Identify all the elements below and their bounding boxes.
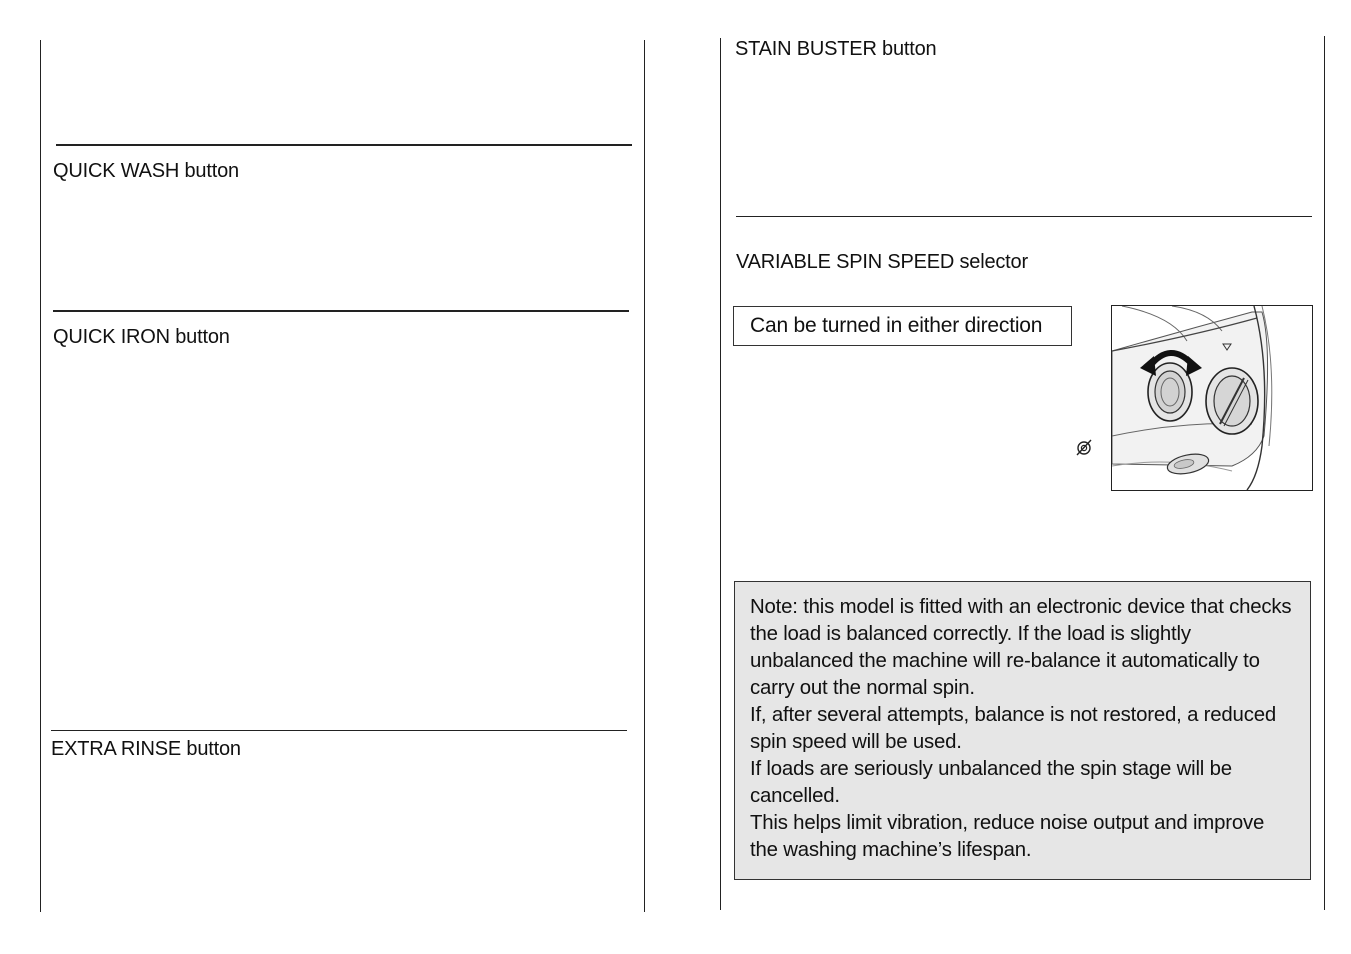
quick-iron-heading: QUICK IRON button — [53, 326, 230, 348]
left-page-right-rule — [644, 40, 645, 912]
balance-note-box — [734, 581, 1311, 880]
note-paragraph: Note: this model is fitted with an electronic device that checks the load is balanced correctly. If the load is slightly unbalanced the machine will re-balance it automatically to carry out the normal spin. — [750, 596, 1292, 699]
quick-wash-heading: QUICK WASH button — [53, 160, 239, 182]
note-paragraph: If loads are seriously unbalanced the spin stage will be cancelled. — [750, 758, 1232, 807]
control-panel-knob-rotation-icon — [1112, 306, 1312, 490]
control-panel-illustration — [1111, 305, 1313, 491]
rotation-callout: Can be turned in either direction — [733, 306, 1072, 346]
extra-rinse-heading: EXTRA RINSE button — [51, 738, 241, 760]
variable-spin-divider — [736, 216, 1312, 217]
note-paragraph: If, after several attempts, balance is not restored, a reduced spin speed will be used. — [750, 704, 1276, 753]
variable-spin-heading: VARIABLE SPIN SPEED selector — [736, 251, 1028, 273]
quick-wash-divider — [56, 144, 632, 146]
left-page-left-rule — [40, 40, 41, 912]
reduced-spin-symbol-icon — [1075, 438, 1093, 456]
note-paragraph: This helps limit vibration, reduce noise output and improve the washing machine’s lifespan. — [750, 812, 1265, 861]
extra-rinse-divider — [51, 730, 627, 731]
right-page-right-rule — [1324, 36, 1325, 910]
quick-iron-divider — [53, 310, 629, 312]
right-page-left-rule — [720, 38, 721, 910]
stain-buster-heading: STAIN BUSTER button — [735, 38, 937, 60]
